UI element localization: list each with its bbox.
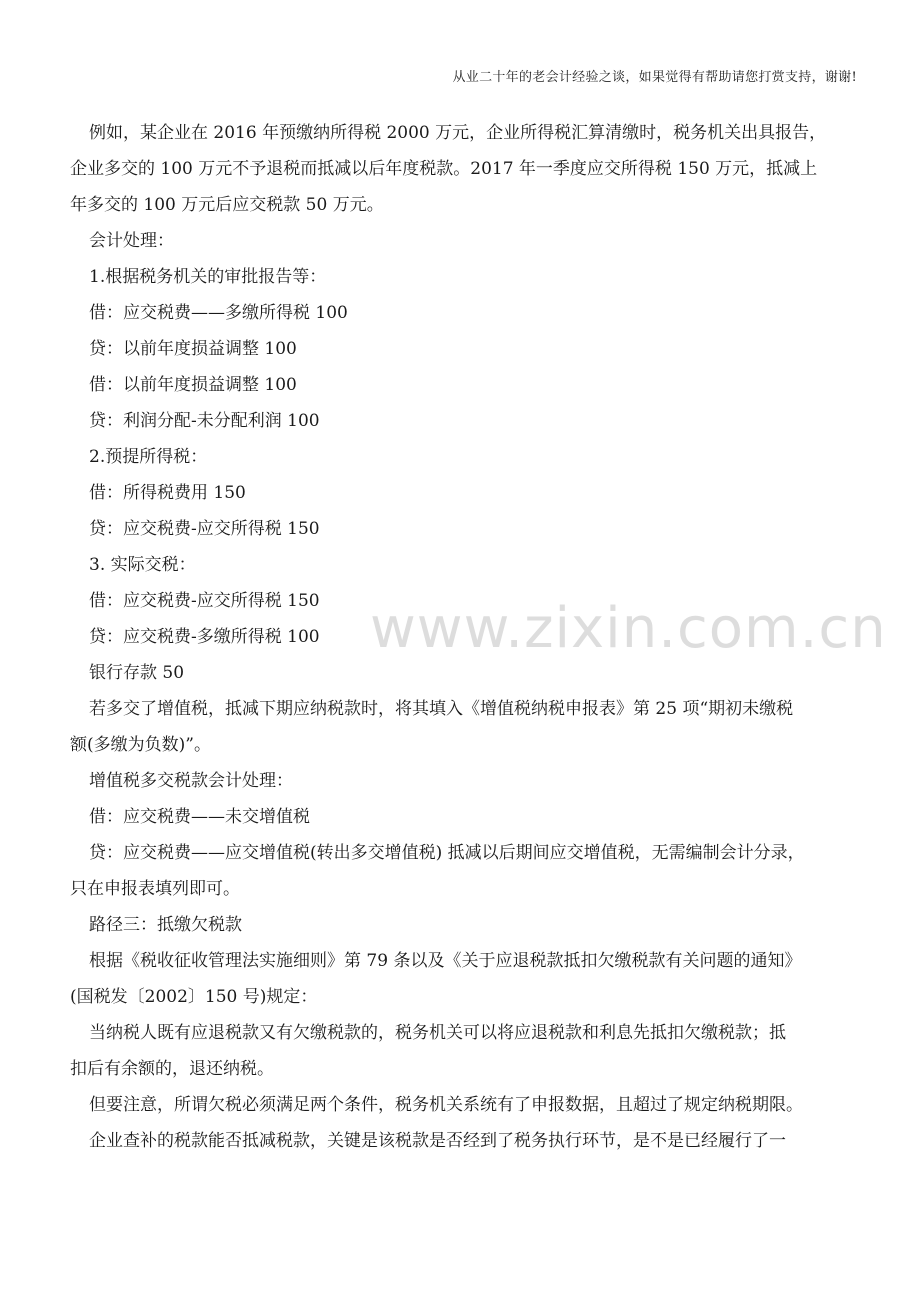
paragraph-line: 但要注意，所谓欠税必须满足两个条件，税务机关系统有了申报数据，且超过了规定纳税期限。 (89, 1095, 803, 1115)
paragraph-line: 1.根据税务机关的审批报告等： (89, 267, 327, 287)
journal-entry: 贷：应交税费——应交增值税(转出多交增值税) 抵减以后期间应交增值税，无需编制会计分录， (89, 843, 805, 863)
paragraph-line: 年多交的 100 万元后应交税款 50 万元。 (70, 195, 384, 215)
journal-entry: 借：应交税费——未交增值税 (89, 807, 310, 827)
paragraph-line: 增值税多交税款会计处理： (89, 771, 293, 791)
journal-entry: 贷：利润分配-未分配利润 100 (89, 411, 320, 431)
journal-entry: 贷：应交税费-多缴所得税 100 (89, 627, 320, 647)
paragraph-line: 若多交了增值税，抵减下期应纳税款时，将其填入《增值税纳税申报表》第 25 项“期初未缴税 (89, 699, 794, 719)
journal-entry: 借：应交税费——多缴所得税 100 (89, 303, 348, 323)
journal-entry: 借：应交税费-应交所得税 150 (89, 591, 320, 611)
paragraph-line: 企业查补的税款能否抵减税款，关键是该税款是否经到了税务执行环节，是不是已经履行了一 (89, 1131, 786, 1151)
document-body (70, 115, 854, 1159)
journal-entry: 贷：以前年度损益调整 100 (89, 339, 297, 359)
journal-entry: 贷：应交税费-应交所得税 150 (89, 519, 320, 539)
paragraph-line: (国税发〔2002〕150 号)规定： (70, 987, 318, 1007)
paragraph-line: 额(多缴为负数)”。 (70, 735, 211, 755)
paragraph-line: 企业多交的 100 万元不予退税而抵减以后年度税款。2017 年一季度应交所得税 150 万元，抵减上 (70, 159, 818, 179)
paragraph-line: 只在申报表填列即可。 (70, 879, 240, 899)
paragraph-line: 当纳税人既有应退税款又有欠缴税款的，税务机关可以将应退税款和利息先抵扣欠缴税款；抵 (89, 1023, 786, 1043)
watermark: www.zixin.com.cn (370, 596, 887, 661)
paragraph-line: 3. 实际交税： (89, 555, 196, 575)
paragraph-line: 根据《税收征收管理法实施细则》第 79 条以及《关于应退税款抵扣欠缴税款有关问题的通知》 (89, 951, 802, 971)
paragraph-line: 例如，某企业在 2016 年预缴纳所得税 2000 万元，企业所得税汇算清缴时，税务机关出具报告， (89, 123, 827, 143)
journal-entry: 借：所得税费用 150 (89, 483, 246, 503)
paragraph-line: 会计处理： (89, 231, 174, 251)
paragraph-line: 2.预提所得税： (89, 447, 208, 467)
section-heading: 路径三：抵缴欠税款 (89, 915, 242, 935)
journal-entry: 银行存款 50 (89, 663, 185, 683)
paragraph-line: 扣后有余额的，退还纳税。 (70, 1059, 274, 1079)
journal-entry: 借：以前年度损益调整 100 (89, 375, 297, 395)
header-note: 从业二十年的老会计经验之谈，如果觉得有帮助请您打赏支持，谢谢! (452, 70, 857, 85)
